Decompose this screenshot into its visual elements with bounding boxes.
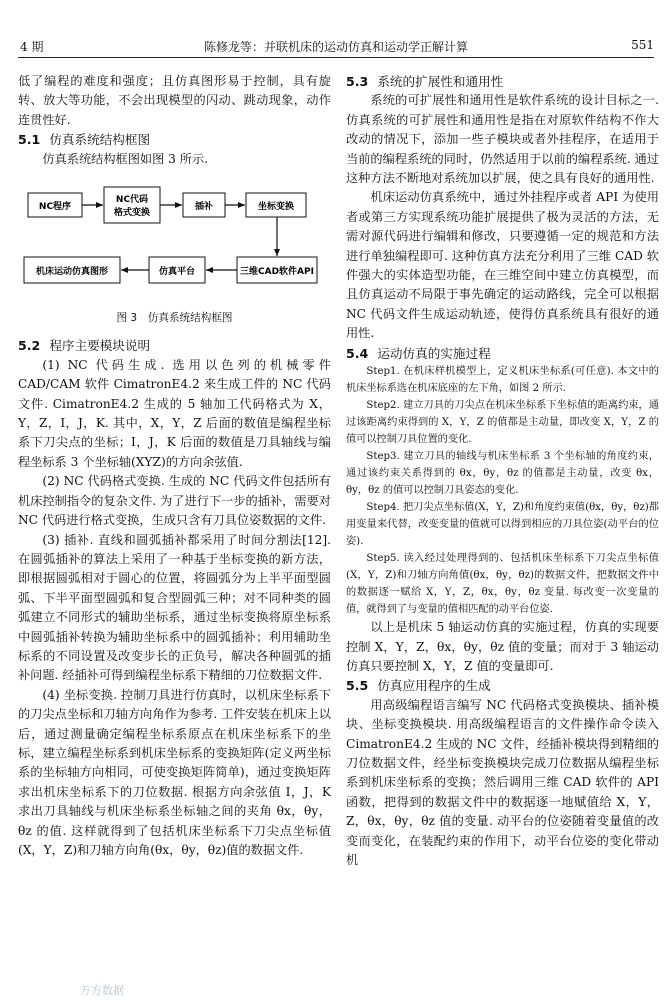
steps-list	[346, 363, 659, 618]
paragraph: (4) 坐标变换. 控制刀具进行仿真时，以机床坐标系下的刀尖点坐标和刀轴方向角作为参考. 工件安装在机床上以后，通过测量确定编程坐标系原点在机床坐标系下的坐标，建立编程坐标系到机床坐标系的变换矩阵(定义两坐标系的坐标轴方向相同，可使变换矩阵简单)，通过变换矩阵求出机床坐标系下的刀位数据. 根据方向余弦值 I，J，K 求出刀具轴线与机床坐标系坐标轴之间的夹角 θx，θy，θz 的值. 这样就得到了包括机床坐标系下刀尖点坐标值(X，Y，Z)和刀轴方向角(θx，θy，θz)值的数据文件.	[18, 687, 331, 857]
paragraph: (1) NC 代码生成. 选用以色列的机械零件 CAD/CAM 软件 CimatronE4.2 来生成工件的 NC 代码文件. CimatronE4.2 生成的 5 轴加工代码格式为 X，Y，Z，I，J，K. 其中，X，Y，Z 后面的数值是编程坐标系下刀尖点的坐标；I，J，K 后面的数值是刀具轴线与编程坐标系 3 个坐标轴(XYZ)的方向余弦值.	[18, 357, 331, 469]
section-heading-5-2	[18, 336, 331, 355]
figure-caption: 图 3 仿真系统结构框图	[116, 312, 233, 325]
issue-number: 4 期	[20, 40, 44, 54]
page-header	[0, 0, 672, 56]
box-nc-program-label: NC程序	[38, 202, 72, 213]
box-format-label-2: 格式变换	[113, 208, 151, 219]
paragraph: 仿真系统结构框图如图 3 所示.	[42, 151, 209, 166]
section-title: 仿真应用程序的生成	[377, 678, 491, 694]
watermark: 万方数据	[80, 984, 124, 997]
box-coord-label: 坐标变换	[257, 202, 295, 213]
section-heading-5-4	[346, 344, 659, 363]
paragraph: 机床运动仿真系统中，通过外挂程序或者 API 为使用者或第三方实现系统功能扩展提供了极为灵活的方法，无需对源代码进行编辑和修改，只要遵循一定的规范和方法进行单独编程即可. 这种仿真方法充分利用了三维 CAD 软件强大的实体造型功能，在三维空间中建立仿真模型，而且仿真运动不局限于事先确定的运动路线，完全可以根据 NC 代码文件生成运动轨迹，使得仿真系统具有很好的通用性.	[346, 190, 659, 341]
section-number: 5.4	[346, 345, 369, 361]
block-diagram-svg	[18, 175, 331, 307]
page-number: 551	[631, 38, 654, 52]
section-number: 5.2	[18, 338, 41, 354]
paragraph: 以上是机床 5 轴运动仿真的实施过程，仿真的实现要控制 X，Y，Z，θx，θy，θz 值的变量；而对于 3 轴运动仿真只要控制 X，Y，Z 值的变量即可.	[346, 620, 659, 673]
paragraph: (3) 插补. 直线和圆弧插补都采用了时间分割法[12]. 在圆弧插补的算法上采用了一种基于坐标变换的新方法，即根据圆弧相对于圆心的位置，将圆弧分为上半平面型圆弧、下半平面型圆弧和复合型圆弧三种；对不同种类的圆弧建立不同形式的辅助坐标系，通过坐标变换将原坐标系中圆弧插补转换为辅助坐标系中的圆弧插补；利用辅助坐标系的不同设置及改变步长的正负号，解决各种圆弧的插补问题. 经插补可得到编程坐标系下精细的刀位数据文件.	[18, 532, 331, 683]
section-title: 仿真系统结构框图	[49, 132, 151, 148]
paragraph: 低了编程的难度和强度；且仿真图形易于控制，具有旋转、放大等功能，不会出现模型的闪动、跳动现象，动作连贯性好.	[18, 74, 331, 127]
step-1: Step1. 在机床样机模型上，定义机床坐标系(可任意). 本文中的机床坐标系选在机床底座的左下角，如图 2 所示.	[346, 366, 659, 395]
step-2: Step2. 建立刀具的刀尖点在机床坐标系下坐标值的距离约束，通过该距离约束得到的 X，Y，Z 的值都是主动量，即改变 X，Y，Z 的值可以控制刀具位置的变化.	[346, 400, 659, 446]
section-heading-5-5	[346, 676, 659, 695]
box-format-label-1: NC代码	[115, 195, 149, 206]
section-title: 运动仿真的实施过程	[377, 345, 491, 361]
section-title: 系统的扩展性和通用性	[377, 74, 504, 89]
section-number: 5.5	[346, 678, 369, 694]
box-graphics-label: 机床运动仿真图形	[35, 267, 109, 278]
section-heading-5-1	[18, 130, 331, 149]
section-number: 5.3	[346, 74, 369, 89]
section-title: 程序主要模块说明	[49, 338, 151, 354]
box-interpolation-label: 插补	[194, 202, 214, 213]
figure-3-block-diagram	[18, 175, 331, 307]
paragraph: 用高级编程语言编写 NC 代码格式变换模块、插补模块、坐标变换模块. 用高级编程语言的文件操作命令读入 CimatronE4.2 生成的 NC 文件，经插补模块得到精细的刀位数据文件，经坐标变换模块完成刀位数据从编程坐标系到机床坐标系的变换；然后调用三维 CAD 软件的 API 函数，把得到的数据文件中的数据逐一地赋值给 X，Y，Z，θx，θy，θz 值的变量. 动平台的位姿随着变量值的改变而变化，在装配约束的作用下，动平台位姿的变化带动机	[346, 697, 659, 867]
step-3: Step3. 建立刀具的轴线与机床坐标系 3 个坐标轴的角度约束，通过该约束关系得到的 θx，θy，θz 的值都是主动量，改变 θx，θy，θz 的值可以控制刀具姿态的变化.	[346, 451, 659, 497]
section-number: 5.1	[18, 132, 41, 148]
step-4: Step4. 把刀尖点坐标值(X，Y，Z)和角度约束值(θx，θy，θz)都用变量来代替，改变变量的值就可以得到相应的刀具位姿(动平台的位姿).	[346, 502, 659, 548]
left-column	[18, 72, 331, 860]
box-platform-label: 仿真平台	[158, 267, 196, 278]
header-rule	[18, 57, 654, 58]
running-title: 陈修龙等：并联机床的运动仿真和运动学正解计算	[203, 40, 468, 54]
right-column	[346, 72, 659, 870]
paragraph: (2) NC 代码格式变换. 生成的 NC 代码文件包括所有机床控制指令的复杂文件. 为了进行下一步的插补，需要对 NC 代码进行格式变换，生成只含有刀具位姿数据的文件.	[18, 474, 331, 528]
section-heading-5-3	[346, 72, 659, 91]
box-cad-api-label: 三维CAD软件API	[240, 267, 314, 278]
step-5: Step5. 读入经过处理得到的、包括机床坐标系下刀尖点坐标值(X，Y，Z)和刀轴方向角值(θx，θy，θz)的数据文件，把数据文件中的数据逐一赋给 X，Y，Z，θx，θy，θz 变量. 每改变一次变量的值，就得到了与变量的值相匹配的动平台位姿.	[346, 553, 659, 616]
paragraph: 系统的可扩展性和通用性是软件系统的设计目标之一. 仿真系统的可扩展性和通用性是指在对原软件结构不作大改动的情况下，添加一些子模块或者外挂程序，在适用于当前的编程系统的同时，仍然适用于以前的编程系统. 通过这种方法不断地对系统加以扩展，使之具有良好的通用性.	[346, 93, 659, 186]
